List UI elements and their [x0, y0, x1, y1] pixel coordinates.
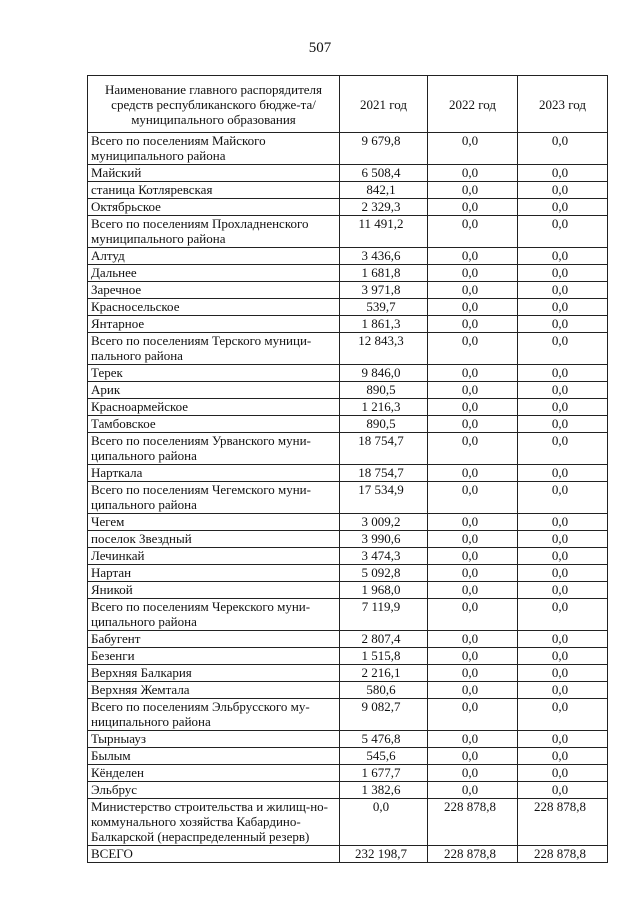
row-2022-cell: 0,0 [428, 382, 518, 399]
row-2023-cell: 0,0 [518, 365, 608, 382]
table-row [88, 699, 608, 731]
row-2021-cell: 2 216,1 [340, 665, 428, 682]
row-2023-cell: 0,0 [518, 699, 608, 731]
row-name-cell: Октябрьское [88, 199, 340, 216]
row-2021-cell: 6 508,4 [340, 165, 428, 182]
row-2023-cell: 0,0 [518, 299, 608, 316]
row-name-cell: Всего по поселениям Черекского муни-ципального района [88, 599, 340, 631]
row-2021-cell: 7 119,9 [340, 599, 428, 631]
table-row [88, 782, 608, 799]
table-row [88, 682, 608, 699]
row-name-cell: Бабугент [88, 631, 340, 648]
table-row [88, 216, 608, 248]
row-2021-cell: 1 382,6 [340, 782, 428, 799]
table-row [88, 465, 608, 482]
row-2022-cell: 0,0 [428, 199, 518, 216]
row-2021-cell: 5 092,8 [340, 565, 428, 582]
row-2021-cell: 9 679,8 [340, 133, 428, 165]
table-row [88, 748, 608, 765]
row-2023-cell: 0,0 [518, 514, 608, 531]
row-2022-cell: 0,0 [428, 582, 518, 599]
row-2021-cell: 545,6 [340, 748, 428, 765]
row-2022-cell: 0,0 [428, 482, 518, 514]
table-row [88, 282, 608, 299]
row-2021-cell: 3 009,2 [340, 514, 428, 531]
row-2021-cell: 9 846,0 [340, 365, 428, 382]
table-row [88, 565, 608, 582]
table-row [88, 648, 608, 665]
row-2023-cell: 0,0 [518, 482, 608, 514]
row-2021-cell: 842,1 [340, 182, 428, 199]
row-2022-cell: 0,0 [428, 548, 518, 565]
row-2021-cell: 1 681,8 [340, 265, 428, 282]
row-2023-cell: 228 878,8 [518, 846, 608, 863]
row-2023-cell: 0,0 [518, 582, 608, 599]
row-2022-cell: 0,0 [428, 599, 518, 631]
row-2022-cell: 0,0 [428, 631, 518, 648]
table-row [88, 182, 608, 199]
row-2021-cell: 1 216,3 [340, 399, 428, 416]
row-name-cell: Дальнее [88, 265, 340, 282]
row-2022-cell: 0,0 [428, 748, 518, 765]
row-2022-cell: 0,0 [428, 282, 518, 299]
row-2023-cell: 0,0 [518, 565, 608, 582]
table-row [88, 365, 608, 382]
row-2023-cell: 0,0 [518, 199, 608, 216]
row-2022-cell: 0,0 [428, 133, 518, 165]
table-header-row [88, 76, 608, 133]
row-2023-cell: 0,0 [518, 665, 608, 682]
row-name-cell: Верхняя Жемтала [88, 682, 340, 699]
row-2022-cell: 0,0 [428, 514, 518, 531]
table-row [88, 514, 608, 531]
row-2021-cell: 17 534,9 [340, 482, 428, 514]
row-name-cell: Янтарное [88, 316, 340, 333]
header-2022: 2022 год [428, 76, 518, 133]
row-2021-cell: 11 491,2 [340, 216, 428, 248]
row-2023-cell: 0,0 [518, 748, 608, 765]
table-row [88, 165, 608, 182]
row-name-cell: поселок Звездный [88, 531, 340, 548]
row-2021-cell: 18 754,7 [340, 465, 428, 482]
row-name-cell: Всего по поселениям Эльбрусского му-ниципального района [88, 699, 340, 731]
row-name-cell: Алтуд [88, 248, 340, 265]
row-2021-cell: 3 990,6 [340, 531, 428, 548]
table-row [88, 316, 608, 333]
table-row [88, 265, 608, 282]
row-2021-cell: 0,0 [340, 799, 428, 846]
table-row [88, 482, 608, 514]
row-2022-cell: 0,0 [428, 248, 518, 265]
row-2022-cell: 228 878,8 [428, 799, 518, 846]
table-row [88, 382, 608, 399]
row-2022-cell: 228 878,8 [428, 846, 518, 863]
row-2022-cell: 0,0 [428, 416, 518, 433]
row-2023-cell: 0,0 [518, 248, 608, 265]
row-name-cell: Терек [88, 365, 340, 382]
row-name-cell: Майский [88, 165, 340, 182]
row-2021-cell: 890,5 [340, 382, 428, 399]
row-2022-cell: 0,0 [428, 765, 518, 782]
row-2022-cell: 0,0 [428, 731, 518, 748]
row-2021-cell: 2 329,3 [340, 199, 428, 216]
row-2021-cell: 9 082,7 [340, 699, 428, 731]
row-name-cell: Верхняя Балкария [88, 665, 340, 682]
row-name-cell: Всего по поселениям Терского муници-пального района [88, 333, 340, 365]
row-2021-cell: 580,6 [340, 682, 428, 699]
table-row [88, 731, 608, 748]
row-name-cell: Всего по поселениям Урванского муни-ципального района [88, 433, 340, 465]
row-name-cell: Лечинкай [88, 548, 340, 565]
row-2022-cell: 0,0 [428, 782, 518, 799]
table-row [88, 665, 608, 682]
row-name-cell: Безенги [88, 648, 340, 665]
row-2022-cell: 0,0 [428, 216, 518, 248]
table-body [88, 133, 608, 863]
row-2023-cell: 0,0 [518, 682, 608, 699]
row-name-cell: Тырныауз [88, 731, 340, 748]
row-2021-cell: 232 198,7 [340, 846, 428, 863]
row-name-cell: Тамбовское [88, 416, 340, 433]
row-name-cell: Чегем [88, 514, 340, 531]
row-2021-cell: 5 476,8 [340, 731, 428, 748]
row-2023-cell: 0,0 [518, 599, 608, 631]
row-2023-cell: 228 878,8 [518, 799, 608, 846]
row-2021-cell: 2 807,4 [340, 631, 428, 648]
row-2021-cell: 18 754,7 [340, 433, 428, 465]
row-2023-cell: 0,0 [518, 216, 608, 248]
table-row [88, 799, 608, 846]
row-2022-cell: 0,0 [428, 433, 518, 465]
row-name-cell: Заречное [88, 282, 340, 299]
row-2023-cell: 0,0 [518, 648, 608, 665]
row-2023-cell: 0,0 [518, 782, 608, 799]
row-2023-cell: 0,0 [518, 465, 608, 482]
table-row [88, 582, 608, 599]
header-2023: 2023 год [518, 76, 608, 133]
row-name-cell: станица Котляревская [88, 182, 340, 199]
row-2023-cell: 0,0 [518, 165, 608, 182]
table-row [88, 416, 608, 433]
table-row [88, 548, 608, 565]
row-name-cell: Яникой [88, 582, 340, 599]
table-row [88, 248, 608, 265]
row-2023-cell: 0,0 [518, 333, 608, 365]
row-2021-cell: 3 971,8 [340, 282, 428, 299]
row-2023-cell: 0,0 [518, 416, 608, 433]
row-2023-cell: 0,0 [518, 133, 608, 165]
row-2022-cell: 0,0 [428, 682, 518, 699]
row-2023-cell: 0,0 [518, 182, 608, 199]
row-2022-cell: 0,0 [428, 665, 518, 682]
row-2023-cell: 0,0 [518, 382, 608, 399]
row-2022-cell: 0,0 [428, 399, 518, 416]
row-2021-cell: 1 861,3 [340, 316, 428, 333]
row-2021-cell: 1 677,7 [340, 765, 428, 782]
row-2023-cell: 0,0 [518, 433, 608, 465]
budget-table [87, 75, 608, 863]
row-2023-cell: 0,0 [518, 265, 608, 282]
table-row [88, 433, 608, 465]
row-2022-cell: 0,0 [428, 182, 518, 199]
row-name-cell: Арик [88, 382, 340, 399]
row-2023-cell: 0,0 [518, 731, 608, 748]
row-2022-cell: 0,0 [428, 565, 518, 582]
row-2022-cell: 0,0 [428, 265, 518, 282]
row-name-cell: Всего по поселениям Чегемского муни-ципального района [88, 482, 340, 514]
row-name-cell: Министерство строительства и жилищ-но-коммунального хозяйства Кабардино-Балкарской (нераспределенный резерв) [88, 799, 340, 846]
row-2021-cell: 539,7 [340, 299, 428, 316]
row-2022-cell: 0,0 [428, 699, 518, 731]
row-2022-cell: 0,0 [428, 465, 518, 482]
row-2021-cell: 3 474,3 [340, 548, 428, 565]
table-row [88, 199, 608, 216]
row-2023-cell: 0,0 [518, 282, 608, 299]
row-name-cell: Эльбрус [88, 782, 340, 799]
header-name: Наименование главного распорядителя средств республиканского бюдже-та/муниципального образования [88, 76, 340, 133]
row-name-cell: Красноармейское [88, 399, 340, 416]
row-2022-cell: 0,0 [428, 165, 518, 182]
table-row [88, 765, 608, 782]
table-row [88, 631, 608, 648]
table-row [88, 133, 608, 165]
row-2022-cell: 0,0 [428, 299, 518, 316]
table-row [88, 599, 608, 631]
row-2022-cell: 0,0 [428, 316, 518, 333]
header-2021: 2021 год [340, 76, 428, 133]
row-2023-cell: 0,0 [518, 548, 608, 565]
row-2021-cell: 1 515,8 [340, 648, 428, 665]
row-2022-cell: 0,0 [428, 531, 518, 548]
row-2021-cell: 12 843,3 [340, 333, 428, 365]
row-2022-cell: 0,0 [428, 333, 518, 365]
table-row [88, 333, 608, 365]
row-name-cell: Всего по поселениям Майского муниципального района [88, 133, 340, 165]
row-name-cell: Былым [88, 748, 340, 765]
row-2023-cell: 0,0 [518, 531, 608, 548]
table-row [88, 531, 608, 548]
row-2022-cell: 0,0 [428, 365, 518, 382]
row-2023-cell: 0,0 [518, 631, 608, 648]
row-name-cell: Кёнделен [88, 765, 340, 782]
row-2023-cell: 0,0 [518, 399, 608, 416]
row-2021-cell: 890,5 [340, 416, 428, 433]
row-2021-cell: 1 968,0 [340, 582, 428, 599]
table-row [88, 299, 608, 316]
row-name-cell: Красносельское [88, 299, 340, 316]
table-row [88, 399, 608, 416]
row-name-cell: ВСЕГО [88, 846, 340, 863]
table-row [88, 846, 608, 863]
row-name-cell: Нарткала [88, 465, 340, 482]
row-2022-cell: 0,0 [428, 648, 518, 665]
page-number: 507 [308, 40, 332, 56]
row-2023-cell: 0,0 [518, 765, 608, 782]
row-name-cell: Нартан [88, 565, 340, 582]
row-name-cell: Всего по поселениям Прохладненского муниципального района [88, 216, 340, 248]
row-2021-cell: 3 436,6 [340, 248, 428, 265]
row-2023-cell: 0,0 [518, 316, 608, 333]
